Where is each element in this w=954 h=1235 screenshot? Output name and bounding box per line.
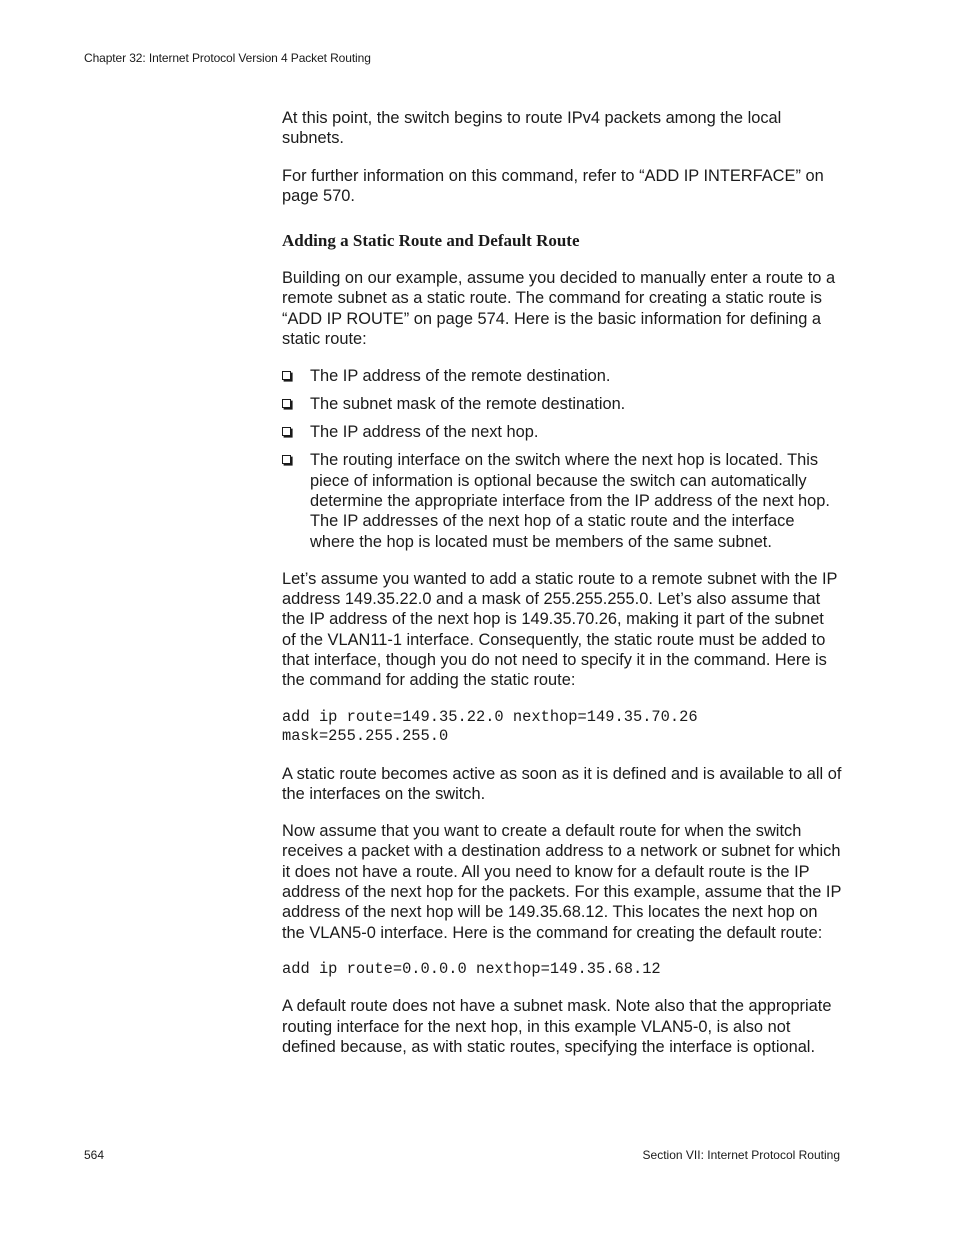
code-default-route: add ip route=0.0.0.0 nexthop=149.35.68.12	[282, 959, 661, 978]
list-item-text: The subnet mask of the remote destination.	[310, 395, 626, 414]
running-header: Chapter 32: Internet Protocol Version 4 Packet Routing	[84, 51, 371, 65]
static-route-info-list	[282, 366, 842, 551]
paragraph-default-route-note: A default route does not have a subnet mask. Note also that the appropriate routing interface for the next hop, in this example VLAN5-0, is also not defined because, as with static routes, specifying the interface is optional.	[282, 997, 832, 1057]
code-static-route: add ip route=149.35.22.0 nexthop=149.35.70.26 mask=255.255.255.0	[282, 707, 698, 746]
list-item	[282, 450, 842, 551]
list-item-text: The IP address of the remote destination.	[310, 367, 611, 386]
checkbox-bullet-icon	[282, 427, 291, 436]
paragraph-intro: At this point, the switch begins to route IPv4 packets among the local subnets.	[282, 109, 782, 148]
checkbox-bullet-icon	[282, 455, 291, 464]
running-footer-section: Section VII: Internet Protocol Routing	[642, 1148, 840, 1162]
paragraph-static-route-active: A static route becomes active as soon as it is defined and is available to all of the interfaces on the switch.	[282, 764, 842, 803]
list-item-text: The routing interface on the switch where the next hop is located. This piece of information is optional because the switch can automatically determine the appropriate interface from the IP address of the next hop. The IP addresses of the next hop of a static route and the interface where the hop is located must be members of the same subnet.	[310, 451, 830, 551]
checkbox-bullet-icon	[282, 399, 291, 408]
page-number: 564	[84, 1148, 105, 1162]
list-item	[282, 366, 842, 386]
paragraph-default-route: Now assume that you want to create a default route for when the switch receives a packet with a destination address to a network or subnet for which it does not have a route. All you need to know for a default route is the IP address of the next hop for the packets. For this example, assume that the IP address of the next hop will be 149.35.68.12. This locates the next hop on the VLAN5-0 interface. Here is the command for creating the default route:	[282, 822, 842, 942]
paragraph-static-route-intro: Building on our example, assume you decided to manually enter a route to a remote subnet as a static route. The command for creating a static route is “ADD IP ROUTE” on page 574. Here is the basic information for defining a static route:	[282, 269, 836, 349]
list-item	[282, 394, 842, 414]
paragraph-reference: For further information on this command, refer to “ADD IP INTERFACE” on page 570.	[282, 166, 824, 205]
list-item-text: The IP address of the next hop.	[310, 423, 539, 442]
checkbox-bullet-icon	[282, 371, 291, 380]
section-heading: Adding a Static Route and Default Route	[282, 231, 580, 251]
page-content	[282, 108, 842, 1074]
paragraph-static-route-example: Let’s assume you wanted to add a static route to a remote subnet with the IP address 149.35.22.0 and a mask of 255.255.255.0. Let’s also assume that the IP address of the next hop is 149.35.70.26, making it part of the subnet of the VLAN11-1 interface. Consequently, the static route must be added to that interface, though you do not need to specify it in the command. Here is the command for adding the static route:	[282, 569, 838, 690]
list-item	[282, 422, 842, 442]
